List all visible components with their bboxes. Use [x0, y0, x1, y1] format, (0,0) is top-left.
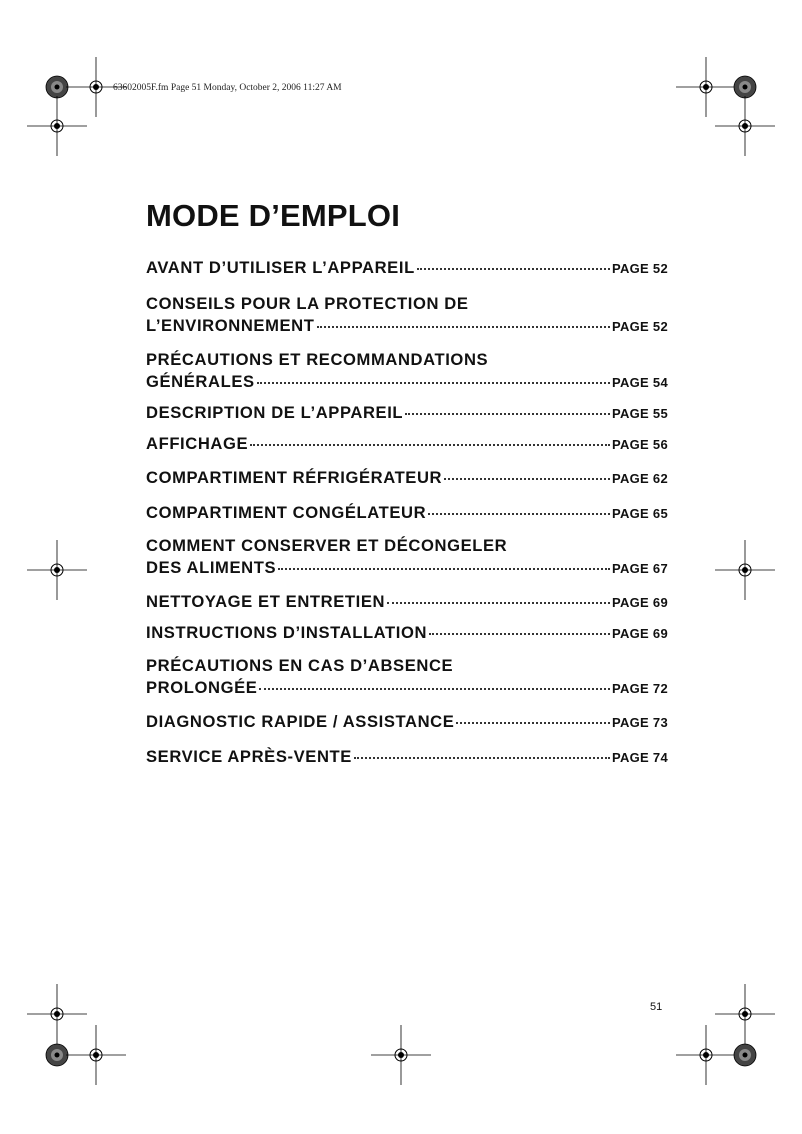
toc-entry-title: PRÉCAUTIONS ET RECOMMANDATIONS: [146, 350, 489, 369]
dot-leader: [387, 602, 610, 604]
toc-entry-title: PROLONGÉE: [146, 678, 258, 697]
crosshair-mark-mid-left: [27, 540, 87, 600]
dot-leader: [257, 382, 610, 384]
toc-entry-page: PAGE 73: [611, 715, 668, 730]
dot-leader: [429, 633, 610, 635]
toc-entry-title: INSTRUCTIONS D’INSTALLATION: [146, 623, 428, 642]
toc-entry-page: PAGE 67: [611, 561, 668, 576]
toc-entry-title: CONSEILS POUR LA PROTECTION DE: [146, 294, 469, 313]
crosshair-mark-bottom-center: [371, 1025, 431, 1085]
toc-entry-title: NETTOYAGE ET ENTRETIEN: [146, 592, 386, 611]
crosshair-mark-top-left-lower: [27, 96, 87, 156]
page-number: 51: [650, 1001, 663, 1013]
crosshair-mark-bottom-right-upper: [715, 984, 775, 1044]
starburst-mark-top-left: [46, 76, 68, 98]
toc-entry-title: SERVICE APRÈS-VENTE: [146, 747, 352, 766]
toc-entry-page: PAGE 74: [611, 750, 668, 765]
toc-entry-title: DES ALIMENTS: [146, 558, 277, 577]
crosshair-mark-mid-right: [715, 540, 775, 600]
toc-entry: [146, 350, 668, 394]
toc-entry: [146, 434, 668, 456]
toc-entry-title: COMPARTIMENT RÉFRIGÉRATEUR: [146, 468, 443, 487]
dot-leader: [278, 568, 610, 570]
crosshair-mark-bottom-right: [676, 1025, 736, 1085]
dot-leader: [250, 444, 610, 446]
toc-entry: [146, 468, 668, 490]
toc-entry-page: PAGE 56: [611, 437, 668, 452]
toc-entry-page: PAGE 69: [611, 595, 668, 610]
toc-entry: [146, 712, 668, 734]
page-title: MODE D’EMPLOI: [146, 198, 401, 233]
toc-entry-page: PAGE 69: [611, 626, 668, 641]
toc-entry-page: PAGE 52: [611, 261, 668, 276]
dot-leader: [354, 757, 610, 759]
toc-entry-title: DIAGNOSTIC RAPIDE / ASSISTANCE: [146, 712, 455, 731]
crosshair-mark-top-right-lower: [715, 96, 775, 156]
toc-entry: [146, 592, 668, 614]
dot-leader: [259, 688, 610, 690]
toc-entry-page: PAGE 52: [611, 319, 668, 334]
dot-leader: [444, 478, 610, 480]
crosshair-mark-bottom-left: [66, 1025, 126, 1085]
crosshair-mark-bottom-left-upper: [27, 984, 87, 1044]
toc-entry: [146, 503, 668, 525]
toc-entry-title: GÉNÉRALES: [146, 372, 255, 391]
toc-entry: [146, 403, 668, 425]
dot-leader: [456, 722, 610, 724]
toc-entry: [146, 258, 668, 280]
toc-entry-title: AVANT D’UTILISER L’APPAREIL: [146, 258, 415, 277]
toc-entry: [146, 294, 668, 338]
starburst-mark-top-right: [734, 76, 756, 98]
toc-entry-title: AFFICHAGE: [146, 434, 249, 453]
dot-leader: [417, 268, 610, 270]
toc-entry: [146, 623, 668, 645]
crosshair-mark-top-right: [676, 57, 736, 117]
toc-entry-page: PAGE 72: [611, 681, 668, 696]
toc-entry-title: DESCRIPTION DE L’APPAREIL: [146, 403, 404, 422]
toc-entry: [146, 536, 668, 580]
toc-entry-page: PAGE 62: [611, 471, 668, 486]
toc-entry-title: COMMENT CONSERVER ET DÉCONGELER: [146, 536, 508, 555]
starburst-mark-bottom-right: [734, 1044, 756, 1066]
dot-leader: [428, 513, 610, 515]
toc-entry-title: COMPARTIMENT CONGÉLATEUR: [146, 503, 427, 522]
toc-entry-page: PAGE 65: [611, 506, 668, 521]
dot-leader: [317, 326, 610, 328]
toc-entry-page: PAGE 54: [611, 375, 668, 390]
dot-leader: [405, 413, 610, 415]
starburst-mark-bottom-left: [46, 1044, 68, 1066]
toc-entry: [146, 747, 668, 769]
toc-entry-title: PRÉCAUTIONS EN CAS D’ABSENCE: [146, 656, 454, 675]
toc-entry: [146, 656, 668, 700]
toc-entry-page: PAGE 55: [611, 406, 668, 421]
toc-entry-title: L’ENVIRONNEMENT: [146, 316, 315, 335]
print-header-meta: 63602005F.fm Page 51 Monday, October 2, 2006 11:27 AM: [113, 83, 342, 93]
